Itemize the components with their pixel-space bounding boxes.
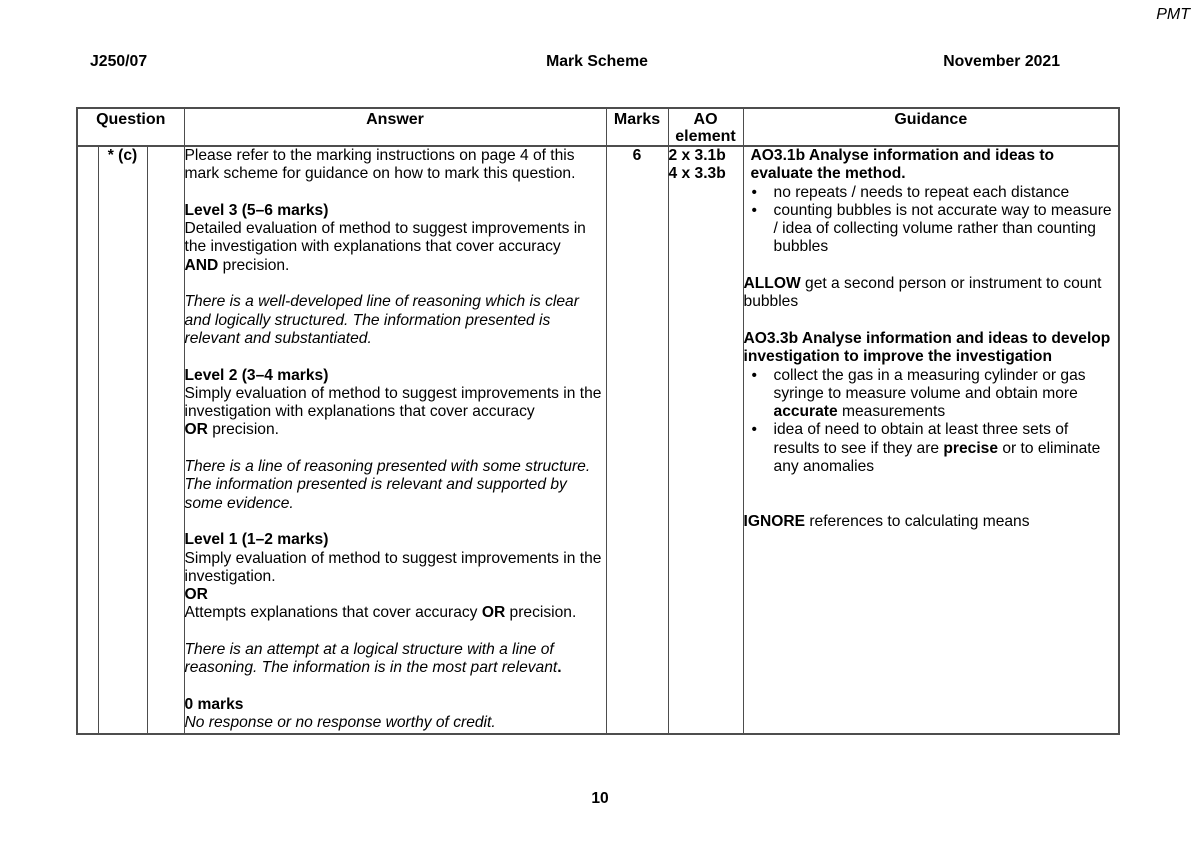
level1-descriptor: There is an attempt at a logical structure with a line of reasoning. The information is in the most part relevant. (184, 641, 562, 677)
list-item: • idea of need to obtain at least three sets of results to see if they are precise or to eliminate any anomalies (774, 421, 1119, 476)
level1-or: OR (184, 586, 208, 604)
level2-body: Simply evaluation of method to suggest improvements in the investigation with explanations that cover accuracy OR precision. (184, 384, 602, 439)
blank-line (185, 678, 606, 696)
blank-line (185, 623, 606, 641)
ao-element-line: 4 x 3.3b (668, 165, 726, 183)
answer-intro: Please refer to the marking instructions on page 4 of this mark scheme for guidance on how to mark this question. (184, 147, 576, 183)
page-number: 10 (591, 790, 609, 807)
level3-descriptor: There is a well-developed line of reasoning which is clear and logically structured. The information presented is relevant and substantiated. (184, 293, 579, 347)
ignore-note: IGNORE references to calculating means (743, 512, 1030, 530)
allow-note: ALLOW get a second person or instrument to count bubbles (743, 275, 1102, 311)
col-header-marks: Marks (606, 108, 668, 146)
ao-element-cell (668, 146, 743, 734)
list-item: • counting bubbles is not accurate way to measure / idea of collecting volume rather than counting bubbles (774, 202, 1119, 257)
question-sub-cell (147, 146, 184, 734)
blank-line (185, 184, 606, 202)
ao-element-line: 2 x 3.1b (668, 147, 726, 164)
blank-line (744, 495, 1119, 513)
answer-cell (184, 146, 606, 734)
level3-body: Detailed evaluation of method to suggest improvements in the investigation with explanations that cover accuracy AND precision. (184, 220, 586, 274)
question-part-number: * (c) (98, 146, 147, 734)
zero-marks-descriptor: No response or no response worthy of credit. (184, 714, 496, 732)
table-row (77, 146, 1119, 734)
ao33b-heading: AO3.3b Analyse information and ideas to develop investigation to improve the investigation (743, 329, 1111, 366)
col-header-question: Question (77, 108, 184, 146)
col-header-guidance: Guidance (743, 108, 1119, 146)
blank-line (185, 513, 606, 531)
level1-heading: Level 1 (1–2 marks) (184, 531, 329, 549)
ao31b-heading: AO3.1b Analyse information and ideas to evaluate the method. (750, 147, 1055, 183)
marks-value: 6 (606, 146, 668, 734)
document-header (76, 53, 1118, 71)
level1-body: Simply evaluation of method to suggest improvements in the investigation. (184, 549, 602, 585)
zero-marks-heading: 0 marks (184, 695, 244, 713)
blank-line (744, 257, 1119, 275)
pmt-watermark: PMT (1156, 6, 1190, 23)
blank-line (185, 348, 606, 366)
guidance-cell (743, 146, 1119, 734)
session-date: November 2021 (943, 53, 1060, 70)
blank-line (185, 440, 606, 458)
blank-line (744, 312, 1119, 330)
mark-scheme-table (76, 107, 1120, 735)
col-header-ao-element: AO element (668, 108, 743, 146)
ao33b-bullet-list (744, 367, 1119, 477)
level1-attempts: Attempts explanations that cover accuracy OR precision. (184, 604, 577, 622)
list-item: • collect the gas in a measuring cylinder or gas syringe to measure volume and obtain more accurate measurements (774, 367, 1119, 422)
level2-heading: Level 2 (3–4 marks) (184, 366, 329, 384)
blank-line (185, 275, 606, 293)
document-title: Mark Scheme (546, 53, 648, 70)
ao31b-bullet-list (744, 184, 1119, 257)
blank-line (744, 476, 1119, 494)
paper-code: J250/07 (90, 53, 148, 70)
question-main-cell (77, 146, 98, 734)
table-header-row (77, 108, 1119, 146)
col-header-answer: Answer (184, 108, 606, 146)
level2-descriptor: There is a line of reasoning presented with some structure. The information presented is relevant and supported by some evidence. (184, 458, 591, 512)
level3-heading: Level 3 (5–6 marks) (184, 201, 329, 219)
list-item: • no repeats / needs to repeat each distance (774, 184, 1119, 202)
